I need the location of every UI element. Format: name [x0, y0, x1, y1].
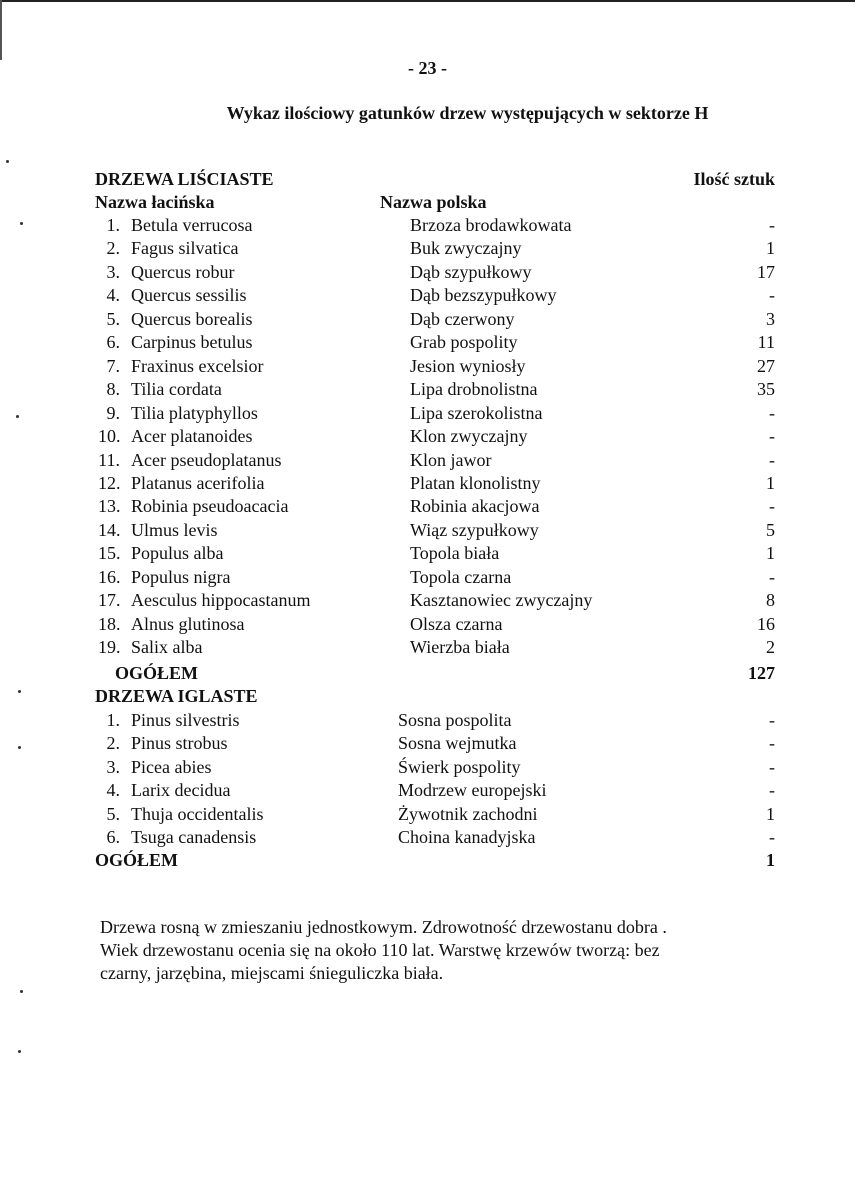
latin-name-column-header: Nazwa łacińska: [95, 192, 215, 212]
row-number: 5.: [106, 803, 120, 824]
row-number: 16.: [98, 566, 121, 587]
latin-name: Tilia cordata: [131, 379, 222, 400]
latin-name: Picea abies: [131, 756, 212, 777]
polish-name: Wierzba biała: [410, 637, 510, 658]
quantity-column-header: Ilość sztuk: [693, 169, 775, 189]
quantity: -: [769, 426, 775, 447]
quantity: 3: [766, 308, 775, 329]
polish-name: Wiąz szypułkowy: [410, 519, 539, 540]
polish-name: Dąb bezszypułkowy: [410, 285, 557, 306]
table-row: [0, 355, 855, 378]
notes-line: czarny, jarzębina, miejscami śnieguliczka biała.: [100, 963, 444, 983]
page-number: - 23 -: [408, 58, 447, 78]
polish-name: Grab pospolity: [410, 332, 518, 353]
row-number: 11.: [98, 449, 120, 470]
quantity: -: [769, 285, 775, 306]
latin-name: Platanus acerifolia: [131, 472, 265, 493]
latin-name: Alnus glutinosa: [131, 613, 245, 634]
quantity: 27: [757, 355, 775, 376]
polish-name: Modrzew europejski: [398, 780, 547, 801]
table-row: [0, 472, 855, 495]
deciduous-total-quantity: 127: [748, 663, 775, 683]
table-row: [0, 803, 855, 826]
table-row: [0, 566, 855, 589]
scan-border-left: [0, 0, 2, 60]
table-row: [0, 331, 855, 354]
polish-name: Świerk pospolity: [398, 756, 521, 777]
row-number: 12.: [98, 472, 121, 493]
table-row: [0, 636, 855, 659]
quantity: 1: [766, 543, 775, 564]
table-row: [0, 425, 855, 448]
coniferous-total-label: OGÓŁEM: [95, 850, 179, 870]
latin-name: Robinia pseudoacacia: [131, 496, 289, 517]
table-row: [0, 284, 855, 307]
quantity: 17: [757, 261, 775, 282]
latin-name: Populus nigra: [131, 566, 231, 587]
table-row: [0, 378, 855, 401]
polish-name: Olsza czarna: [410, 613, 503, 634]
latin-name: Quercus robur: [131, 261, 235, 282]
coniferous-total-row: [0, 849, 855, 872]
row-number: 1.: [106, 710, 120, 730]
table-row: [0, 519, 855, 542]
latin-name: Quercus borealis: [131, 308, 253, 329]
table-row: [0, 709, 855, 732]
row-number: 8.: [106, 379, 120, 400]
row-number: 15.: [98, 543, 121, 564]
quantity: -: [769, 780, 775, 801]
row-number: 18.: [98, 613, 121, 634]
table-row: [0, 449, 855, 472]
row-number: 10.: [98, 426, 121, 447]
quantity: -: [769, 496, 775, 517]
table-row: [0, 779, 855, 802]
quantity: 1: [766, 472, 775, 493]
polish-name: Topola biała: [410, 543, 500, 564]
row-number: 9.: [106, 402, 120, 423]
polish-name: Klon zwyczajny: [410, 426, 528, 447]
scan-speck: [6, 160, 9, 163]
polish-name: Buk zwyczajny: [410, 238, 522, 259]
table-row: [0, 589, 855, 612]
notes-paragraph: [100, 916, 772, 985]
quantity: -: [769, 827, 775, 848]
quantity: -: [769, 756, 775, 777]
table-row: [0, 308, 855, 331]
row-number: 4.: [106, 285, 120, 306]
polish-name: Dąb szypułkowy: [410, 261, 532, 282]
polish-name: Robinia akacjowa: [410, 496, 540, 517]
row-number: 7.: [106, 355, 120, 376]
row-number: 19.: [98, 637, 121, 658]
polish-name: Sosna wejmutka: [398, 733, 517, 754]
latin-name: Pinus silvestris: [131, 710, 240, 730]
deciduous-total-row: [0, 662, 855, 685]
column-header-row: [0, 191, 855, 214]
row-number: 3.: [106, 756, 120, 777]
quantity: -: [769, 566, 775, 587]
row-number: 6.: [106, 827, 120, 848]
quantity: 1: [766, 803, 775, 824]
table-row: [0, 732, 855, 755]
quantity: 11: [757, 332, 775, 353]
row-number: 5.: [106, 308, 120, 329]
notes-line: Wiek drzewostanu ocenia się na około 110 lat. Warstwę krzewów tworzą: bez: [100, 940, 660, 960]
row-number: 6.: [106, 332, 120, 353]
latin-name: Tsuga canadensis: [131, 827, 257, 848]
polish-name: Kasztanowiec zwyczajny: [410, 590, 593, 611]
row-number: 2.: [106, 238, 120, 259]
deciduous-total-label: OGÓŁEM: [115, 663, 199, 683]
scan-border-top: [0, 0, 855, 2]
latin-name: Pinus strobus: [131, 733, 228, 754]
latin-name: Acer pseudoplatanus: [131, 449, 282, 470]
row-number: 2.: [106, 733, 120, 754]
quantity: -: [769, 449, 775, 470]
polish-name: Lipa szerokolistna: [410, 402, 543, 423]
row-number: 1.: [106, 215, 120, 235]
row-number: 17.: [98, 590, 121, 611]
row-number: 3.: [106, 261, 120, 282]
latin-name: Salix alba: [131, 637, 203, 658]
table-row: [0, 237, 855, 260]
latin-name: Acer platanoides: [131, 426, 253, 447]
polish-name: Platan klonolistny: [410, 472, 541, 493]
latin-name: Thuja occidentalis: [131, 803, 264, 824]
quantity: 35: [757, 379, 775, 400]
quantity: 2: [766, 637, 775, 658]
table-row: [0, 214, 855, 237]
row-number: 14.: [98, 519, 121, 540]
table-row: [0, 826, 855, 849]
table-row: [0, 613, 855, 636]
row-number: 13.: [98, 496, 121, 517]
coniferous-header-row: [0, 685, 855, 708]
latin-name: Ulmus levis: [131, 519, 218, 540]
coniferous-total-quantity: 1: [766, 850, 775, 870]
quantity: 8: [766, 590, 775, 611]
polish-name: Jesion wyniosły: [410, 355, 526, 376]
table-row: [0, 542, 855, 565]
latin-name: Aesculus hippocastanum: [131, 590, 311, 611]
table-row: [0, 402, 855, 425]
latin-name: Fraxinus excelsior: [131, 355, 264, 376]
latin-name: Fagus silvatica: [131, 238, 239, 259]
quantity: 1: [766, 238, 775, 259]
scan-speck: [20, 990, 23, 993]
latin-name: Populus alba: [131, 543, 224, 564]
polish-name: Choina kanadyjska: [398, 827, 536, 848]
quantity: -: [769, 733, 775, 754]
quantity: 16: [757, 613, 775, 634]
quantity: -: [769, 710, 775, 730]
document-title: Wykaz ilościowy gatunków drzew występujących w sektorze H: [226, 103, 709, 123]
polish-name: Brzoza brodawkowata: [410, 215, 572, 235]
polish-name: Topola czarna: [410, 566, 512, 587]
quantity: -: [769, 215, 775, 235]
polish-name: Żywotnik zachodni: [398, 803, 538, 824]
latin-name: Carpinus betulus: [131, 332, 253, 353]
polish-name: Dąb czerwony: [410, 308, 515, 329]
coniferous-section-header: DRZEWA IGLASTE: [95, 686, 258, 706]
quantity: -: [769, 402, 775, 423]
polish-name: Lipa drobnolistna: [410, 379, 538, 400]
table-row: [0, 495, 855, 518]
polish-name: Sosna pospolita: [398, 710, 512, 730]
quantity: 5: [766, 519, 775, 540]
polish-name: Klon jawor: [410, 449, 492, 470]
scan-speck: [18, 1050, 21, 1053]
notes-line: Drzewa rosną w zmieszaniu jednostkowym. Zdrowotność drzewostanu dobra .: [100, 917, 667, 937]
deciduous-section-header: DRZEWA LIŚCIASTE: [95, 169, 274, 189]
row-number: 4.: [106, 780, 120, 801]
latin-name: Tilia platyphyllos: [131, 402, 258, 423]
table-row: [0, 756, 855, 779]
latin-name: Quercus sessilis: [131, 285, 247, 306]
latin-name: Larix decidua: [131, 780, 231, 801]
table-row: [0, 261, 855, 284]
deciduous-header-row: [0, 168, 855, 191]
latin-name: Betula verrucosa: [131, 215, 253, 235]
polish-name-column-header: Nazwa polska: [380, 192, 487, 212]
